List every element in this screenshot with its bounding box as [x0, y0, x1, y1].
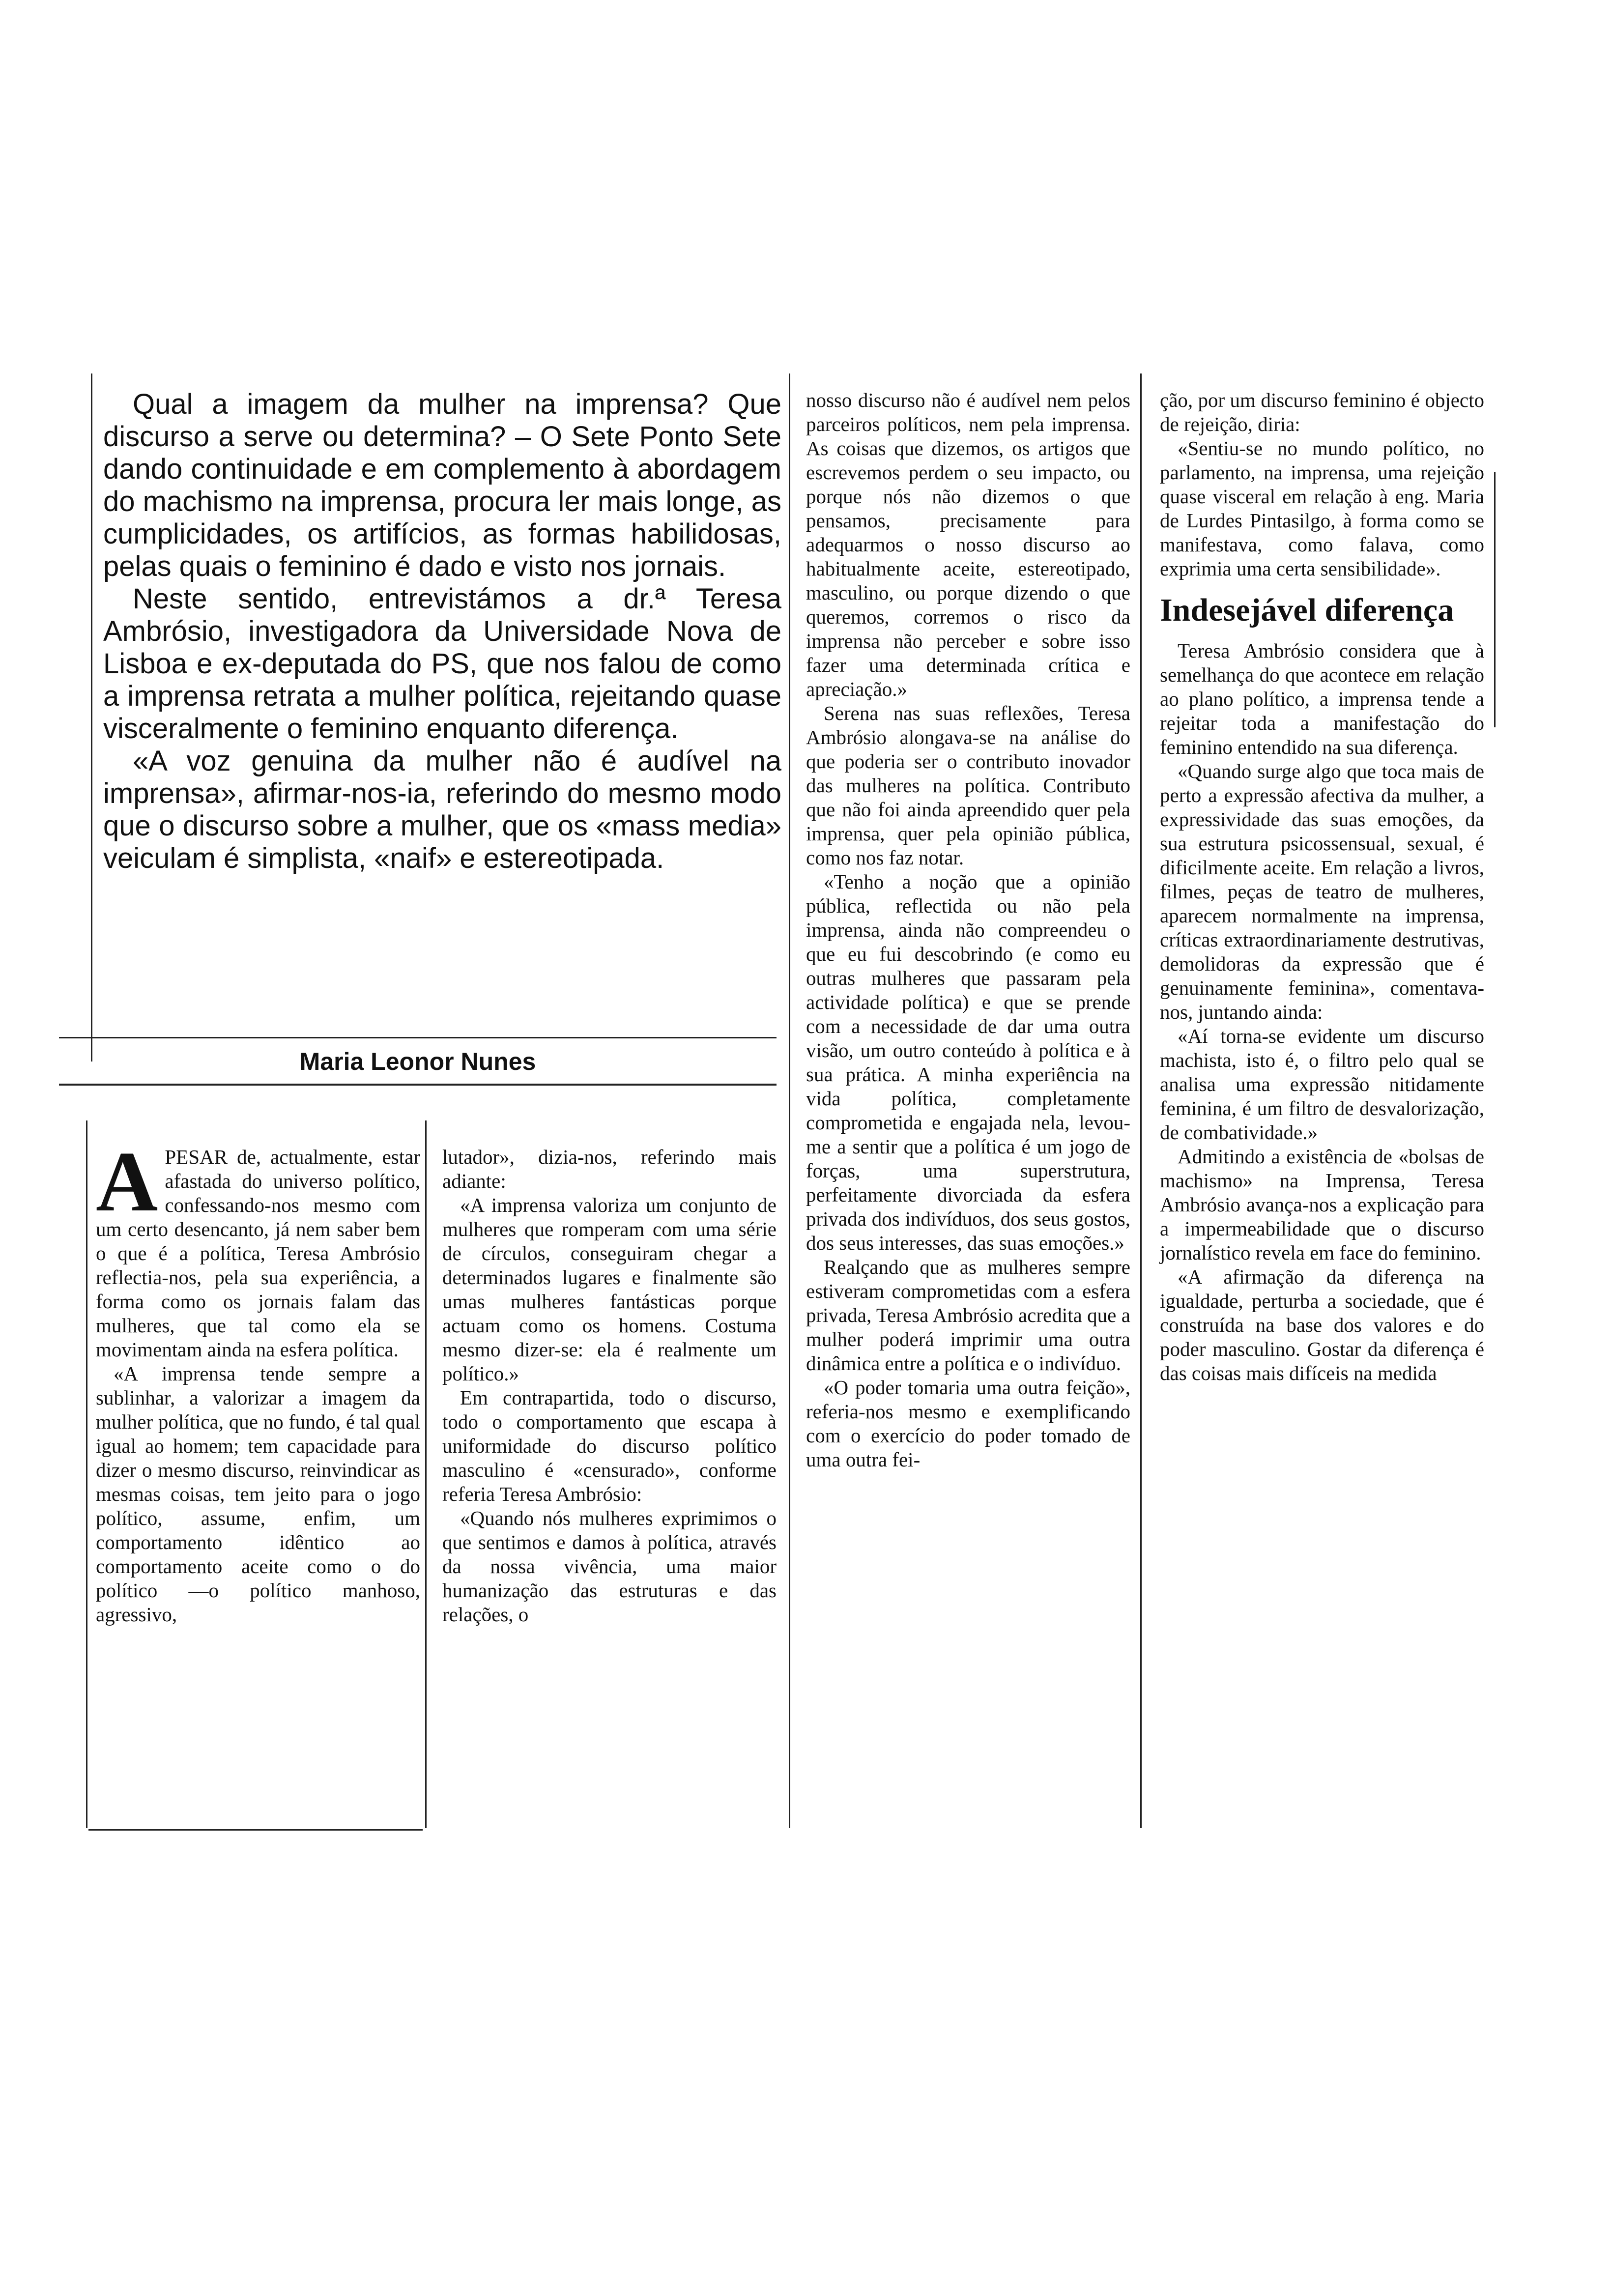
col2-paragraph-4: «Quando nós mulheres exprimimos o que sentimos e damos à política, através da nossa vivência, uma maior humanização das estruturas e das relações, o [442, 1507, 777, 1626]
intro-paragraph-1: Qual a imagem da mulher na imprensa? Que discurso a serve ou determina? – O Sete Ponto Sete dando continuidade e em complemento à abordagem do machismo na imprensa, procura ler mais longe, as cumplicidades, os artifícios, as formas habilidosas, pelas quais o feminino é dado e visto nos jornais. [103, 388, 781, 582]
intro-paragraph-3: «A voz genuina da mulher não é audível na imprensa», afirmar-nos-ia, referindo do mesmo modo que o discurso sobre a mulher, que os «mass media» veiculam é simplista, «naif» e estereotipada. [103, 745, 781, 874]
col4-paragraph-4: «Quando surge algo que toca mais de perto a expressão afectiva da mulher, a expressividade das suas emoções, da sua estrutura psicossensual, sexual, é dificilmente aceite. Em relação a livros, filmes, peças de teatro de mulheres, aparecem normalmente na imprensa, críticas extraordinariamente destrutivas, demolidoras da expressão que é genuinamente feminina», comentava-nos, juntando ainda: [1160, 760, 1484, 1023]
article-column-4 [1160, 388, 1484, 1385]
col1-bottom-rule [88, 1829, 423, 1831]
byline-rule-bottom [59, 1084, 777, 1086]
col2-paragraph-2: «A imprensa valoriza um conjunto de mulheres que romperam com uma série de círculos, conseguiram chegar a determinados lugares e finalmente são umas mulheres fantásticas porque actuam como os homens. Costuma mesmo dizer-se: ela é realmente um político.» [442, 1194, 777, 1385]
column-rule-right [1494, 472, 1496, 727]
col3-paragraph-4: Realçando que as mulheres sempre estiveram comprometidas com a esfera privada, Teresa Ambrósio acredita que a mulher poderá imprimir uma outra dinâmica entre a política e o indivíduo. [806, 1256, 1130, 1375]
col1-paragraph-2: «A imprensa tende sempre a sublinhar, a valorizar a imagem da mulher política, que no fundo, é tal qual igual ao homem; tem capacidade para dizer o mesmo discurso, reinvindicar as mesmas coisas, tem jeito para o jogo político, assume, enfim, um comportamento idêntico ao comportamento aceite como o do político —o político manhoso, agressivo, [96, 1362, 420, 1626]
col4-paragraph-2: «Sentiu-se no mundo político, no parlamento, na imprensa, uma rejeição quase visceral em relação à eng. Maria de Lurdes Pintasilgo, à forma como se manifestava, como falava, como exprimia uma certa sensibilidade». [1160, 437, 1484, 580]
col1-paragraph-1-text: PESAR de, actualmente, estar afastada do universo político, confessando-nos mesmo com um certo desencanto, já nem saber bem o que é a política, Teresa Ambrósio reflectia-nos, pela sua experiência, a forma como os jornais falam das mulheres, que tal como ela se movimentam ainda na esfera política. [96, 1146, 420, 1361]
article-column-2 [442, 1145, 777, 1627]
article-intro [103, 388, 781, 875]
intro-paragraph-2: Neste sentido, entrevistámos a dr.ª Teresa Ambrósio, investigadora da Universidade Nova de Lisboa e ex-deputada do PS, que nos falou de como a imprensa retrata a mulher política, rejeitando quase visceralmente o feminino enquanto diferença. [103, 583, 781, 745]
section-subheading: Indesejável diferença [1160, 592, 1454, 628]
col2-paragraph-1: lutador», dizia-nos, referindo mais adiante: [442, 1146, 777, 1192]
col3-paragraph-5: «O poder tomaria uma outra feição», referia-nos mesmo e exemplificando com o exercício do poder tomado de uma outra fei- [806, 1376, 1130, 1471]
col4-paragraph-5: «Aí torna-se evidente um discurso machista, isto é, o filtro pelo qual se analisa uma expressão nitidamente feminina, é um filtro de desvalorização, de combatividade.» [1160, 1025, 1484, 1144]
drop-cap: A [96, 1134, 158, 1229]
column-rule-col2-col3 [789, 373, 790, 1828]
col3-paragraph-2: Serena nas suas reflexões, Teresa Ambrósio alongava-se na análise do que poderia ser o contributo inovador das mulheres na política. Contributo que não foi ainda apreendido quer pela imprensa, quer pela opinião pública, como nos faz notar. [806, 702, 1130, 869]
article-column-3 [806, 388, 1130, 1472]
column-rule-left-lower [86, 1120, 87, 1828]
byline-rule-top [59, 1037, 777, 1038]
author-byline: Maria Leonor Nunes [299, 1048, 536, 1075]
col4-paragraph-1: ção, por um discurso feminino é objecto de rejeição, diria: [1160, 389, 1484, 435]
col3-paragraph-3: «Tenho a noção que a opinião pública, reflectida ou não pela imprensa, ainda não compreendeu o que eu fui descobrindo (e como eu outras mulheres que passaram pela actividade política) e que se prende com a necessidade de dar uma outra visão, um outro conteúdo à política e à sua prática. A minha experiência na vida política, completamente comprometida e engajada nela, levou-me a sentir que a política é um jogo de forças, uma superstrutura, perfeitamente divorciada da esfera privada dos indivíduos, dos seus gostos, dos seus interesses, das suas emoções.» [806, 870, 1130, 1254]
column-rule-col1-col2 [425, 1120, 427, 1828]
col4-paragraph-6: Admitindo a existência de «bolsas de machismo» na Imprensa, Teresa Ambrósio avança-nos a explicação para a impermeabilidade que o discurso jornalístico revela em face do feminino. [1160, 1145, 1484, 1264]
column-rule-col3-col4 [1140, 373, 1142, 1828]
col4-paragraph-7: «A afirmação da diferença na igualdade, perturba a sociedade, que é construída na base dos valores e do poder masculino. Gostar da diferença é das coisas mais difíceis na medida [1160, 1265, 1484, 1384]
col4-paragraph-3: Teresa Ambrósio considera que à semelhança do que acontece em relação ao plano político, a imprensa tende a rejeitar toda a manifestação do feminino entendido na sua diferença. [1160, 639, 1484, 758]
col1-paragraph-1 [96, 1134, 420, 1362]
column-rule-left [91, 373, 92, 1062]
col2-paragraph-3: Em contrapartida, todo o discurso, todo o comportamento que escapa à uniformidade do discurso político masculino é «censurado», conforme referia Teresa Ambrósio: [442, 1386, 777, 1505]
article-column-1 [96, 1134, 420, 1627]
col3-paragraph-1: nosso discurso não é audível nem pelos parceiros políticos, nem pela imprensa. As coisas que dizemos, os artigos que escrevemos perdem o seu impacto, ou porque nós não dizemos o que pensamos, precisamente para adequarmos o nosso discurso ao habitualmente aceite, estereotipado, masculino, ou porque dizendo o que queremos, corremos o risco da imprensa não perceber e sobre isso fazer uma determinada crítica e apreciação.» [806, 389, 1130, 700]
